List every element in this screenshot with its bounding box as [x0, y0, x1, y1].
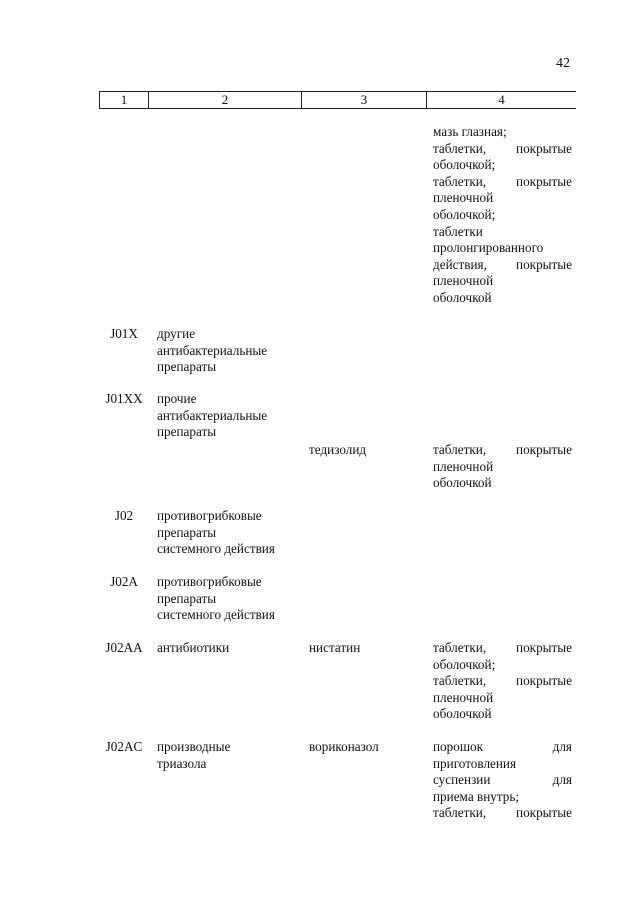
dosage-form-line: оболочкой; — [433, 656, 496, 672]
dosage-form-line: порошок для — [433, 739, 572, 754]
drug-name: нистатин — [309, 640, 361, 655]
dosage-forms — [433, 124, 572, 307]
atc-code: J02AA — [105, 640, 143, 655]
group-name-line: системного действия — [157, 607, 275, 623]
dosage-forms — [433, 442, 572, 492]
group-name-line: противогрибковые — [157, 508, 262, 523]
table-header-row — [99, 91, 576, 109]
dosage-form-line: суспензии для — [433, 772, 572, 788]
header-cell-1: 1 — [100, 92, 149, 108]
group-name — [157, 508, 302, 558]
dosage-form-line: пленочной — [433, 458, 494, 474]
group-name — [157, 640, 302, 657]
dosage-form-line: мазь глазная; — [433, 124, 507, 139]
drug-name: вориконазол — [309, 739, 379, 754]
dosage-form-line: таблетки, покрытые — [433, 140, 572, 156]
group-name-line: антибактериальные — [157, 342, 268, 358]
dosage-form-line: пленочной — [433, 190, 494, 206]
group-name-line: системного действия — [157, 541, 275, 557]
dosage-form-line: оболочкой — [433, 289, 492, 305]
group-name-line: препараты — [157, 424, 217, 440]
dosage-form-line: оболочкой — [433, 475, 492, 491]
dosage-form-line: пролонгированного — [433, 240, 544, 256]
group-name — [157, 739, 302, 772]
group-name-line: препараты — [157, 590, 217, 606]
atc-code: J02 — [114, 508, 134, 523]
dosage-forms — [433, 739, 572, 822]
dosage-form-line: таблетки, покрытые — [433, 442, 572, 457]
dosage-form-line: пленочной — [433, 273, 494, 289]
group-name — [157, 326, 302, 376]
group-name — [157, 391, 302, 441]
dosage-form-line: таблетки, покрытые — [433, 640, 572, 655]
dosage-forms — [433, 640, 572, 723]
group-name-line: препараты — [157, 359, 217, 375]
group-name — [157, 574, 302, 624]
header-cell-3: 3 — [302, 92, 427, 108]
dosage-form-line: приема внутрь; — [433, 788, 520, 804]
dosage-form-line: оболочкой — [433, 706, 492, 722]
dosage-form-line: таблетки — [433, 223, 483, 239]
page-number: 42 — [556, 56, 570, 71]
dosage-form-line: таблетки, покрытые — [433, 805, 572, 821]
group-name-line: антибиотики — [157, 640, 230, 655]
drug-name: тедизолид — [309, 442, 367, 457]
atc-code: J01XX — [105, 391, 143, 406]
group-name-line: антибактериальные — [157, 407, 268, 423]
group-name-line: прочие — [157, 391, 197, 406]
dosage-form-line: приготовления — [433, 755, 517, 771]
dosage-form-line: оболочкой; — [433, 157, 496, 173]
atc-code: J02AC — [105, 739, 143, 754]
header-cell-4: 4 — [498, 92, 505, 107]
dosage-form-line: пленочной — [433, 689, 494, 705]
dosage-form-line: таблетки, покрытые — [433, 673, 572, 689]
group-name-line: триазола — [157, 755, 207, 771]
group-name-line: другие — [157, 326, 196, 341]
atc-code: J02A — [110, 574, 138, 589]
dosage-form-line: таблетки, покрытые — [433, 173, 572, 189]
dosage-form-line: оболочкой; — [433, 206, 496, 222]
dosage-form-line: действия, покрытые — [433, 256, 572, 272]
group-name-line: производные — [157, 739, 231, 754]
header-cell-2: 2 — [149, 92, 302, 108]
atc-code: J01X — [110, 326, 138, 341]
group-name-line: противогрибковые — [157, 574, 262, 589]
group-name-line: препараты — [157, 524, 217, 540]
